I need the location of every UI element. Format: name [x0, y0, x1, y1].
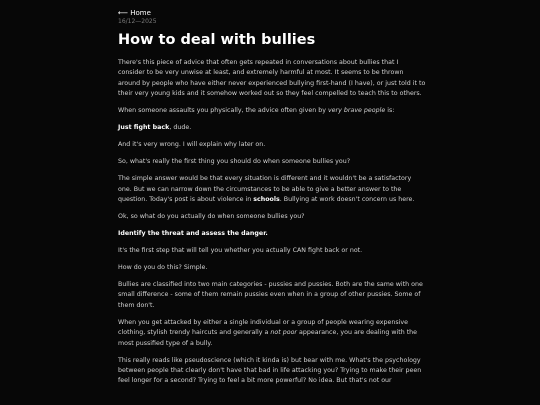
emphasis-not-poor: not poor	[270, 329, 298, 337]
paragraph-attacked: When you get attacked by either a single individual or a group of people wearing expensive clothing, stylish trendy haircuts and generally a not poor appearance, you are dealing with the most pussified type of a bully.	[118, 318, 418, 347]
paragraph-how: How do you do this? Simple.	[118, 264, 208, 272]
bold-schools: schools	[253, 196, 280, 204]
bold-fight-back: Just fight back	[118, 124, 170, 132]
paragraph-categories: Bullies are classified into two main categories - pussies and pussies. Both are the same with one small difference - some of them remain pussies even when in a group of other pussies. Some of them don't.	[118, 281, 423, 309]
paragraph-question: So, what's really the first thing you should do when someone bullies you?	[118, 158, 351, 166]
blog-post-page	[118, 9, 426, 393]
paragraph-first-step: It's the first step that will tell you whether you actually CAN fight back or not.	[118, 247, 363, 255]
paragraph-ok: Ok, so what do you actually do when someone bullies you?	[118, 213, 305, 221]
post-title: How to deal with bullies	[118, 32, 316, 48]
paragraph-fight-back: Just fight back, dude.	[118, 124, 192, 132]
bold-identify-threat: Identify the threat and assess the danger.	[118, 230, 268, 238]
paragraph-identify-threat	[118, 229, 426, 239]
paragraph-intro: There's this piece of advice that often gets repeated in conversations about bullies that I consider to be very unwise at least, and extremely harmful at most. It seems to be thrown around by people who have either never experienced bullying first-hand (I have), or just told it to their very young kids and it somehow worked out so they feel compelled to teach this to others.	[118, 59, 426, 98]
paragraph-advice: When someone assaults you physically, the advice often given by very brave people is:	[118, 107, 395, 115]
home-link[interactable]: ⟵ Home	[118, 9, 151, 17]
post-date: 16/12⁠—2025	[118, 18, 157, 25]
paragraph-simple-answer: The simple answer would be that every situation is different and it wouldn't be a satisfactory one. But we can narrow down the circumstances to be able to give a better answer to the question. Today's post is about violence in schools. Bullying at work doesn't concern us here.	[118, 175, 415, 204]
paragraph-wrong: And it's very wrong. I will explain why later on.	[118, 141, 266, 149]
post-body	[118, 58, 426, 387]
emphasis-brave-people: very brave people	[327, 107, 386, 115]
paragraph-pseudoscience: This really reads like pseudoscience (which it kinda is) but bear with me. What's the psychology between people that clearly don't have that bad in life attacking you? Trying to make their peen feel longer for a second? Trying to feel a bit more powerful? No idea. But that's not our	[118, 356, 422, 385]
